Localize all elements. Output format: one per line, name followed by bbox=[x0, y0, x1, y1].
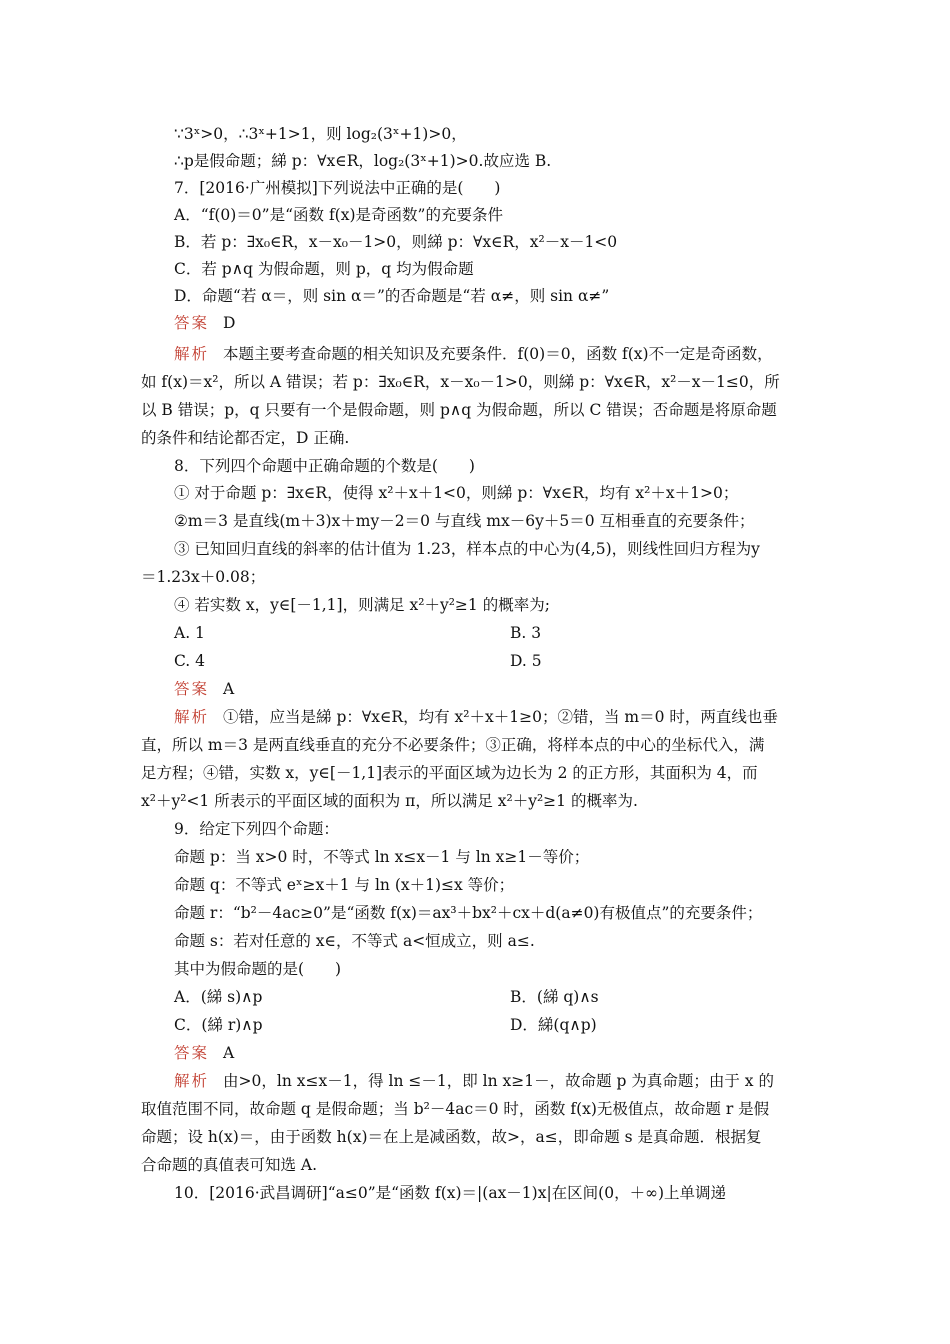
line-text: A．(綈 s)∧p bbox=[174, 988, 263, 1006]
line-text: 足方程；④错，实数 x，y∈[－1,1]表示的平面区域为边长为 2 的正方形，其面积为 4，而 bbox=[141, 764, 758, 782]
text-line bbox=[0, 372, 950, 392]
text-line bbox=[0, 428, 950, 448]
line-text: 本题主要考查命题的相关知识及充要条件．f(0)＝0，函数 f(x)不一定是奇函数， bbox=[223, 345, 773, 363]
text-line bbox=[0, 205, 950, 225]
line-text: ②m＝3 是直线(m＋3)x＋my－2＝0 与直线 mx－6y＋5＝0 互相垂直的充要条件； bbox=[174, 512, 755, 530]
line-text: 直，所以 m＝3 是两直线垂直的充分不必要条件；③正确，将样本点的中心的坐标代入，满 bbox=[141, 736, 765, 754]
text-line bbox=[0, 679, 950, 699]
line-text: 命题 s：若对任意的 x∈，不等式 a<恒成立，则 a≤. bbox=[174, 932, 535, 950]
text-line bbox=[0, 313, 950, 333]
line-text: 7．[2016·广州模拟]下列说法中正确的是( ) bbox=[174, 179, 501, 197]
text-line bbox=[0, 286, 950, 306]
line-text: 命题 p：当 x>0 时，不等式 ln x≤x－1 与 ln x≥1－等价； bbox=[174, 848, 590, 866]
line-text: 其中为假命题的是( ) bbox=[174, 960, 342, 978]
line-text: A bbox=[223, 680, 235, 698]
line-text: 以 B 错误；p，q 只要有一个是假命题，则 p∧q 为假命题，所以 C 错误；否命题是将原命题 bbox=[141, 401, 777, 419]
text-line bbox=[0, 539, 950, 559]
text-line bbox=[0, 1155, 950, 1175]
text-line bbox=[0, 791, 950, 811]
line-text: ① 对于命题 p：∃x∈R，使得 x²＋x＋1<0，则綈 p：∀x∈R，均有 x²＋x＋1>0； bbox=[174, 484, 739, 502]
text-line bbox=[0, 819, 950, 839]
text-line bbox=[0, 1015, 950, 1035]
line-text: 由>0，ln x≤x－1，得 ln ≤－1，即 ln x≥1－，故命题 p 为真命题；由于 x 的 bbox=[223, 1072, 774, 1090]
text-line bbox=[0, 931, 950, 951]
line-text: D bbox=[223, 314, 236, 332]
line-text: 的条件和结论都否定，D 正确. bbox=[141, 429, 350, 447]
line-text: 8．下列四个命题中正确命题的个数是( ) bbox=[174, 457, 475, 475]
text-line bbox=[0, 178, 950, 198]
line-text: 命题；设 h(x)＝，由于函数 h(x)＝在上是减函数，故>，a≤，即命题 s 是真命题．根据复 bbox=[141, 1128, 762, 1146]
section-label: 答案 bbox=[174, 680, 210, 698]
text-line bbox=[0, 1127, 950, 1147]
text-line bbox=[0, 483, 950, 503]
text-line bbox=[0, 151, 950, 171]
text-line bbox=[0, 651, 950, 671]
section-label: 答案 bbox=[174, 1044, 210, 1062]
text-line bbox=[0, 1043, 950, 1063]
text-line bbox=[0, 567, 950, 587]
text-line bbox=[0, 232, 950, 252]
line-text: ＝1.23x＋0.08； bbox=[141, 568, 266, 586]
text-line bbox=[0, 1183, 950, 1203]
line-text: 如 f(x)＝x²，所以 A 错误；若 p：∃x₀∈R，x－x₀－1>0，则綈 p：∀x∈R，x²－x－1≤0，所 bbox=[141, 373, 780, 391]
text-line bbox=[0, 735, 950, 755]
line-text: 取值范围不同，故命题 q 是假命题；当 b²－4ac＝0 时，函数 f(x)无极值点，故命题 r 是假 bbox=[141, 1100, 770, 1118]
text-line bbox=[0, 875, 950, 895]
text-line bbox=[0, 1071, 950, 1091]
text-line bbox=[0, 847, 950, 867]
option-text-right: D．綈(q∧p) bbox=[510, 1016, 597, 1034]
text-line bbox=[0, 959, 950, 979]
text-line bbox=[0, 987, 950, 1007]
section-label: 解析 bbox=[174, 1072, 210, 1090]
text-line bbox=[0, 903, 950, 923]
text-line bbox=[0, 1099, 950, 1119]
line-text: ∴p是假命题；綈 p：∀x∈R，log₂(3ˣ+1)>0.故应选 B. bbox=[174, 152, 552, 170]
section-label: 解析 bbox=[174, 345, 210, 363]
section-label: 解析 bbox=[174, 708, 210, 726]
option-text-right: B．(綈 q)∧s bbox=[510, 988, 599, 1006]
line-text: 命题 r：“b²－4ac≥0”是“函数 f(x)＝ax³＋bx²＋cx＋d(a≠0)有极值点”的充要条件； bbox=[174, 904, 763, 922]
line-text: 10．[2016·武昌调研]“a≤0”是“函数 f(x)＝|(ax－1)x|在区间(0，＋∞)上单调递 bbox=[174, 1184, 727, 1202]
text-line bbox=[0, 623, 950, 643]
line-text: 合命题的真值表可知选 A. bbox=[141, 1156, 318, 1174]
line-text: C．(綈 r)∧p bbox=[174, 1016, 263, 1034]
line-text: 命题 q：不等式 eˣ≥x＋1 与 ln (x＋1)≤x 等价； bbox=[174, 876, 515, 894]
line-text: ①错，应当是綈 p：∀x∈R，均有 x²＋x＋1≥0；②错，当 m＝0 时，两直线也垂 bbox=[223, 708, 778, 726]
text-line bbox=[0, 344, 950, 364]
line-text: 9．给定下列四个命题： bbox=[174, 820, 339, 838]
text-line bbox=[0, 595, 950, 615]
line-text: ④ 若实数 x，y∈[－1,1]，则满足 x²＋y²≥1 的概率为; bbox=[174, 596, 550, 614]
text-line bbox=[0, 124, 950, 144]
line-text: x²＋y²<1 所表示的平面区域的面积为 π，所以满足 x²＋y²≥1 的概率为. bbox=[141, 792, 638, 810]
line-text: B．若 p：∃x₀∈R，x－x₀－1>0，则綈 p：∀x∈R，x²－x－1<0 bbox=[174, 233, 618, 251]
text-line bbox=[0, 259, 950, 279]
text-line bbox=[0, 400, 950, 420]
option-text-right: D. 5 bbox=[510, 652, 542, 670]
line-text: ∵3ˣ>0，∴3ˣ+1>1，则 log₂(3ˣ+1)>0， bbox=[174, 125, 467, 143]
text-line bbox=[0, 707, 950, 727]
line-text: C. 4 bbox=[174, 652, 206, 670]
section-label: 答案 bbox=[174, 314, 210, 332]
text-line bbox=[0, 763, 950, 783]
line-text: A. 1 bbox=[174, 624, 205, 642]
text-line bbox=[0, 456, 950, 476]
line-text: ③ 已知回归直线的斜率的估计值为 1.23，样本点的中心为(4,5)，则线性回归方程为y bbox=[174, 540, 760, 558]
line-text: C．若 p∧q 为假命题，则 p，q 均为假命题 bbox=[174, 260, 474, 278]
line-text: D．命题“若 α＝，则 sin α＝”的否命题是“若 α≠，则 sin α≠” bbox=[174, 287, 610, 305]
option-text-right: B. 3 bbox=[510, 624, 542, 642]
line-text: A．“f(0)＝0”是“函数 f(x)是奇函数”的充要条件 bbox=[174, 206, 503, 224]
line-text: A bbox=[223, 1044, 235, 1062]
text-line bbox=[0, 511, 950, 531]
